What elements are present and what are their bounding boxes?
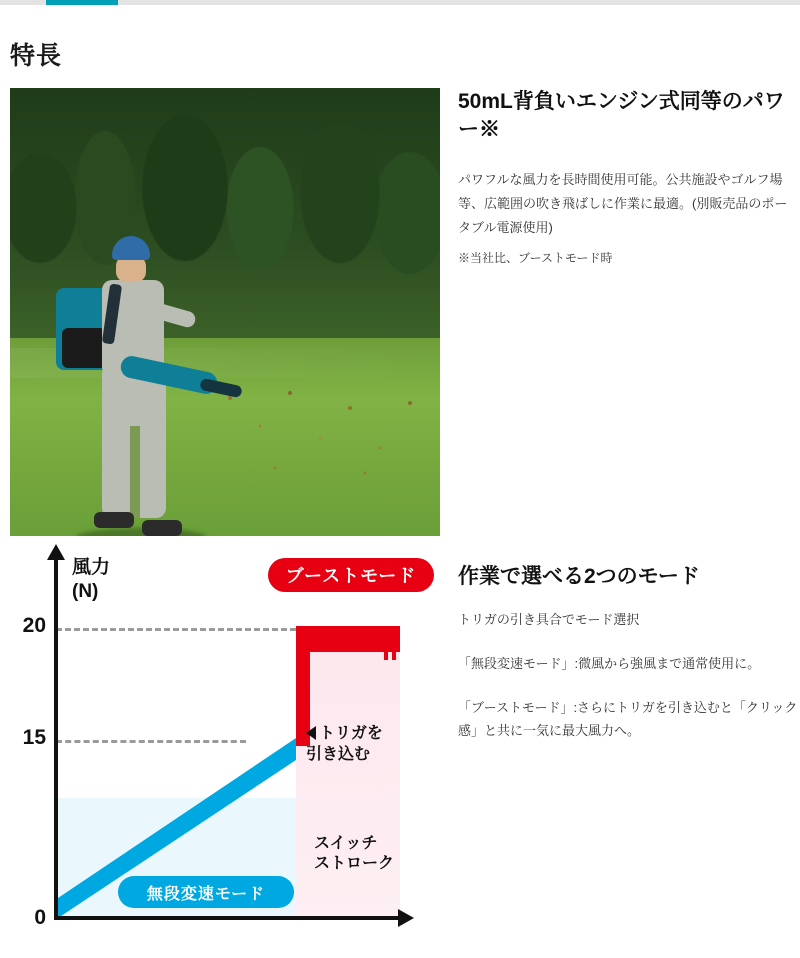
accent-bar (46, 0, 118, 5)
page-title: 特長 (10, 42, 63, 70)
chart-boost-endcap-1 (384, 626, 388, 660)
feature-power-note: ※当社比、ブーストモード時 (458, 251, 613, 265)
photo-operator (50, 236, 230, 536)
stroke-line1: スイッチ (314, 835, 378, 852)
feature-modes-paragraph-2: 「ブーストモード」:さらにトリガを引き込むと「クリック感」と共に一気に最大風力へ。 (458, 700, 798, 739)
feature-power-photo (10, 88, 440, 536)
operator-boot-right (142, 520, 182, 536)
chart-x-axis (54, 916, 400, 920)
trigger-callout-line1: トリガを (319, 725, 383, 742)
mode-chart (10, 548, 430, 948)
chart-y-axis (54, 558, 58, 920)
operator-boot-left (94, 512, 134, 528)
feature-modes-paragraph-1: 「無段変速モード」:微風から強風まで通常使用に。 (458, 656, 761, 671)
feature-power-title: 50mL背負いエンジン式同等のパワー※ (458, 90, 785, 141)
operator-shadow (76, 528, 206, 536)
chart-ytick-0: 0 (34, 906, 46, 929)
feature-power-body: パワフルな風力を長時間使用可能。公共施設やゴルフ場等、広範囲の吹き飛ばしに作業に最適。(別販売品のポータブル電源使用) (458, 172, 788, 236)
gridline-20 (56, 628, 296, 631)
backpack-lower (62, 328, 106, 368)
chart-boost-endcap-2 (392, 626, 396, 660)
triangle-left-icon (306, 726, 316, 740)
y-axis-title: 風力 (72, 557, 111, 578)
chart-x-axis-note (314, 834, 430, 874)
operator-helmet (112, 236, 150, 260)
top-divider (0, 0, 800, 5)
chart-variable-badge: 無段変速モード (118, 876, 294, 908)
chart-ytick-15: 15 (22, 726, 46, 749)
chart-trigger-callout (306, 724, 426, 766)
stroke-line2: ストローク (314, 855, 395, 872)
y-axis-unit: (N) (72, 580, 99, 602)
photo-leaves (220, 378, 435, 488)
feature-modes-title: 作業で選べる2つのモード (458, 565, 700, 588)
feature-modes-lead: トリガの引き具合でモード選択 (458, 612, 640, 627)
trigger-callout-line2: 引き込む (306, 745, 371, 763)
chart-ytick-20: 20 (22, 614, 46, 637)
chart-boost-zone (296, 644, 400, 916)
operator-leg-gap (130, 426, 140, 518)
chart-boost-badge: ブーストモード (268, 558, 434, 592)
chart-y-axis-label (72, 556, 110, 604)
